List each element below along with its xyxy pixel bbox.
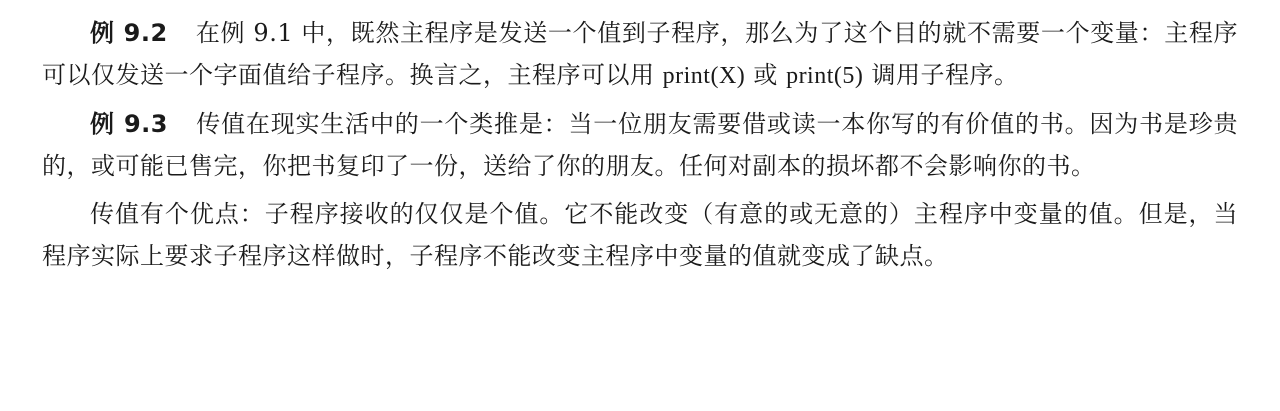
- paragraph-text: 调用子程序。: [863, 61, 1019, 89]
- paragraph-text: 传值有个优点：子程序接收的仅仅是个值。它不能改变（有意的或无意的）主程序中变量的值。但是，当程序实际上要求子程序这样做时，子程序不能改变主程序中变量的值就变成了缺点。: [42, 200, 1238, 270]
- example-label: 例 9.2: [90, 19, 168, 47]
- code-print-x: print(X): [662, 63, 746, 89]
- paragraph-pass-by-value: [42, 193, 1238, 277]
- paragraph-text: 或: [745, 61, 787, 89]
- paragraph-text: 在例 9.1 中，既然主程序是发送一个值到子程序，那么为了这个目的就不需要一个变量：主程序可以仅发送一个字面值给子程序。换言之，主程序可以用: [42, 19, 1238, 89]
- example-label: 例 9.3: [90, 110, 168, 138]
- paragraph-example-9-2: [42, 12, 1238, 97]
- paragraph-text: 传值在现实生活中的一个类推是：当一位朋友需要借或读一本你写的有价值的书。因为书是珍贵的，或可能已售完，你把书复印了一份，送给了你的朋友。任何对副本的损坏都不会影响你的书。: [42, 110, 1239, 180]
- paragraph-example-9-3: [42, 103, 1238, 187]
- code-print-5: print(5): [786, 63, 864, 89]
